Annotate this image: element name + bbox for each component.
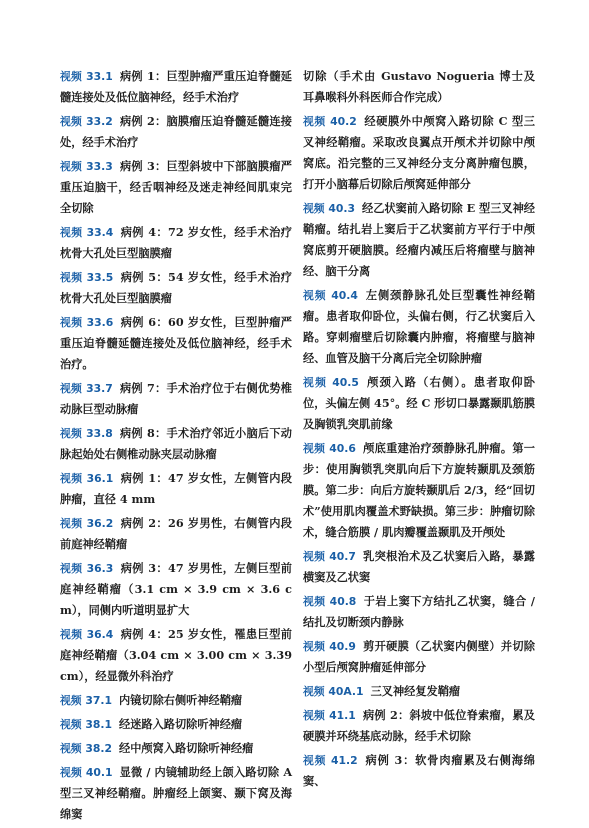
video-id-link[interactable]: 视频 38.1 xyxy=(60,718,112,731)
video-entry xyxy=(60,378,292,420)
video-entry xyxy=(303,681,535,702)
video-entry xyxy=(303,198,535,282)
video-id-link[interactable]: 视频 33.7 xyxy=(60,382,113,395)
video-description: 病例 4：25 岁女性，罹患巨型前庭神经鞘瘤（3.04 cm × 3.00 cm × 3.39 cm），经显微外科治疗 xyxy=(60,627,292,683)
video-description: 经硬膜外中颅窝入路切除 C 型三叉神经鞘瘤。采取改良翼点开颅术并切除中颅窝底。沿完整的三叉神经分支分离肿瘤包膜，打开小脑幕后切除后颅窝延伸部分 xyxy=(303,114,535,191)
video-entry xyxy=(60,690,292,711)
video-description: 于岩上窦下方结扎乙状窦，缝合 / 结扎及切断颈内静脉 xyxy=(303,594,536,629)
video-entry xyxy=(60,513,292,555)
video-id-link[interactable]: 视频 40.1 xyxy=(60,766,113,779)
video-id-link[interactable]: 视频 40A.1 xyxy=(303,685,364,698)
video-description: 病例 7：手术治疗位于右侧优势椎动脉巨型动脉瘤 xyxy=(60,381,292,416)
video-entry xyxy=(303,66,535,108)
video-description: 乳突根治术及乙状窦后入路，暴露横窦及乙状窦 xyxy=(303,549,535,584)
video-description: 病例 2：26 岁男性，右侧管内段前庭神经鞘瘤 xyxy=(60,516,292,551)
video-description: 颅颈入路（右侧）。患者取仰卧位，头偏左侧 45°。经 C 形切口暴露颞肌筋膜及胸锁乳突肌前缘 xyxy=(303,375,535,431)
video-entry xyxy=(303,111,535,195)
video-id-link[interactable]: 视频 38.2 xyxy=(60,742,112,755)
video-id-link[interactable]: 视频 40.2 xyxy=(303,115,357,128)
video-id-link[interactable]: 视频 33.5 xyxy=(60,271,114,284)
video-id-link[interactable]: 视频 33.4 xyxy=(60,226,114,239)
video-description: 左侧颈静脉孔处巨型囊性神经鞘瘤。患者取仰卧位，头偏右侧，行乙状窦后入路。穿刺瘤壁后切除囊内肿瘤，将瘤壁与脑神经、血管及脑干分离后完全切除肿瘤 xyxy=(303,288,535,365)
video-id-link[interactable]: 视频 33.3 xyxy=(60,160,113,173)
video-description: 病例 1：巨型肿瘤严重压迫脊髓延髓连接处及低位脑神经，经手术治疗 xyxy=(60,69,292,104)
video-description: 病例 3：巨型斜坡中下部脑膜瘤严重压迫脑干，经舌咽神经及迷走神经间肌束完全切除 xyxy=(60,159,292,215)
video-id-link[interactable]: 视频 40.5 xyxy=(303,376,359,389)
video-description: 病例 3：软骨肉瘤累及右侧海绵窦、 xyxy=(303,753,535,788)
video-id-link[interactable]: 视频 36.3 xyxy=(60,562,114,575)
video-entry xyxy=(60,423,292,465)
video-description: 病例 5：54 岁女性，经手术治疗枕骨大孔处巨型脑膜瘤 xyxy=(60,270,292,305)
video-id-link[interactable]: 视频 40.7 xyxy=(303,550,356,563)
video-entry xyxy=(60,66,292,108)
video-entry xyxy=(60,738,292,759)
video-id-link[interactable]: 视频 40.6 xyxy=(303,442,356,455)
video-entry xyxy=(60,312,292,375)
video-description: 病例 6：60 岁女性，巨型肿瘤严重压迫脊髓延髓连接处及低位脑神经，经手术治疗。 xyxy=(60,315,292,371)
video-description: 病例 2：斜坡中低位脊索瘤，累及硬膜并环绕基底动脉，经手术切除 xyxy=(303,708,535,743)
video-entry xyxy=(303,546,535,588)
video-id-link[interactable]: 视频 36.4 xyxy=(60,628,114,641)
video-entry xyxy=(60,267,292,309)
video-entry xyxy=(60,558,292,621)
video-entry xyxy=(60,222,292,264)
video-description: 经乙状窦前入路切除 E 型三叉神经鞘瘤。结扎岩上窦后于乙状窦前方平行于中颅窝底剪开硬脑膜。经瘤内减压后将瘤壁与脑神经、脑干分离 xyxy=(303,201,535,278)
right-column xyxy=(303,66,535,795)
video-id-link[interactable]: 视频 37.1 xyxy=(60,694,112,707)
video-id-link[interactable]: 视频 33.1 xyxy=(60,70,113,83)
video-id-link[interactable]: 视频 33.2 xyxy=(60,115,113,128)
video-id-link[interactable]: 视频 41.1 xyxy=(303,709,356,722)
video-description: 病例 4：72 岁女性，经手术治疗枕骨大孔处巨型脑膜瘤 xyxy=(60,225,292,260)
video-entry xyxy=(303,285,535,369)
video-entry xyxy=(303,750,535,792)
video-entry xyxy=(60,624,292,687)
video-description: 经中颅窝入路切除听神经瘤 xyxy=(119,741,254,755)
video-entry xyxy=(303,591,535,633)
video-entry xyxy=(60,156,292,219)
video-description: 显微 / 内镜辅助经上颌入路切除 A 型三叉神经鞘瘤。肿瘤经上颌窦、颞下窝及海绵窦 xyxy=(60,765,293,821)
video-id-link[interactable]: 视频 41.2 xyxy=(303,754,358,767)
video-id-link[interactable]: 视频 40.3 xyxy=(303,202,355,215)
video-description: 切除（手术由 Gustavo Nogueria 博士及耳鼻喉科外科医师合作完成） xyxy=(303,69,535,104)
video-description: 经迷路入路切除听神经瘤 xyxy=(119,717,243,731)
video-id-link[interactable]: 视频 36.1 xyxy=(60,472,114,485)
video-entry xyxy=(303,372,535,435)
video-description: 颅底重建治疗颈静脉孔肿瘤。第一步：使用胸锁乳突肌向后下方旋转颞肌及颈筋膜。第二步：向后方旋转颞肌后 2/3，经“回切术”使用肌肉覆盖术野缺损。第三步：肿瘤切除术，缝合筋膜 / 肌肉瓣覆盖颞肌及开颅处 xyxy=(303,441,535,539)
video-description: 剪开硬膜（乙状窦内侧壁）并切除小型后颅窝肿瘤延伸部分 xyxy=(303,639,535,674)
video-description: 病例 8：手术治疗邻近小脑后下动脉起始处右侧椎动脉夹层动脉瘤 xyxy=(60,426,292,461)
video-entry xyxy=(303,438,535,543)
video-entry xyxy=(60,714,292,735)
video-id-link[interactable]: 视频 40.4 xyxy=(303,289,358,302)
video-entry xyxy=(60,468,292,510)
video-entry xyxy=(60,111,292,153)
video-id-link[interactable]: 视频 33.8 xyxy=(60,427,113,440)
video-entry xyxy=(60,762,292,825)
video-description: 内镜切除右侧听神经鞘瘤 xyxy=(119,693,243,707)
video-id-link[interactable]: 视频 33.6 xyxy=(60,316,114,329)
video-id-link[interactable]: 视频 40.8 xyxy=(303,595,357,608)
video-description: 病例 3：47 岁男性，左侧巨型前庭神经鞘瘤（3.1 cm × 3.9 cm × 3.6 cm），同侧内听道明显扩大 xyxy=(60,561,292,617)
video-description: 病例 2：脑膜瘤压迫脊髓延髓连接处，经手术治疗 xyxy=(60,114,292,149)
video-description: 病例 1：47 岁女性，左侧管内段肿瘤，直径 4 mm xyxy=(60,471,292,506)
video-description: 三叉神经复发鞘瘤 xyxy=(370,684,461,698)
video-id-link[interactable]: 视频 40.9 xyxy=(303,640,356,653)
video-id-link[interactable]: 视频 36.2 xyxy=(60,517,114,530)
left-column xyxy=(60,66,292,828)
video-entry xyxy=(303,705,535,747)
video-entry xyxy=(303,636,535,678)
